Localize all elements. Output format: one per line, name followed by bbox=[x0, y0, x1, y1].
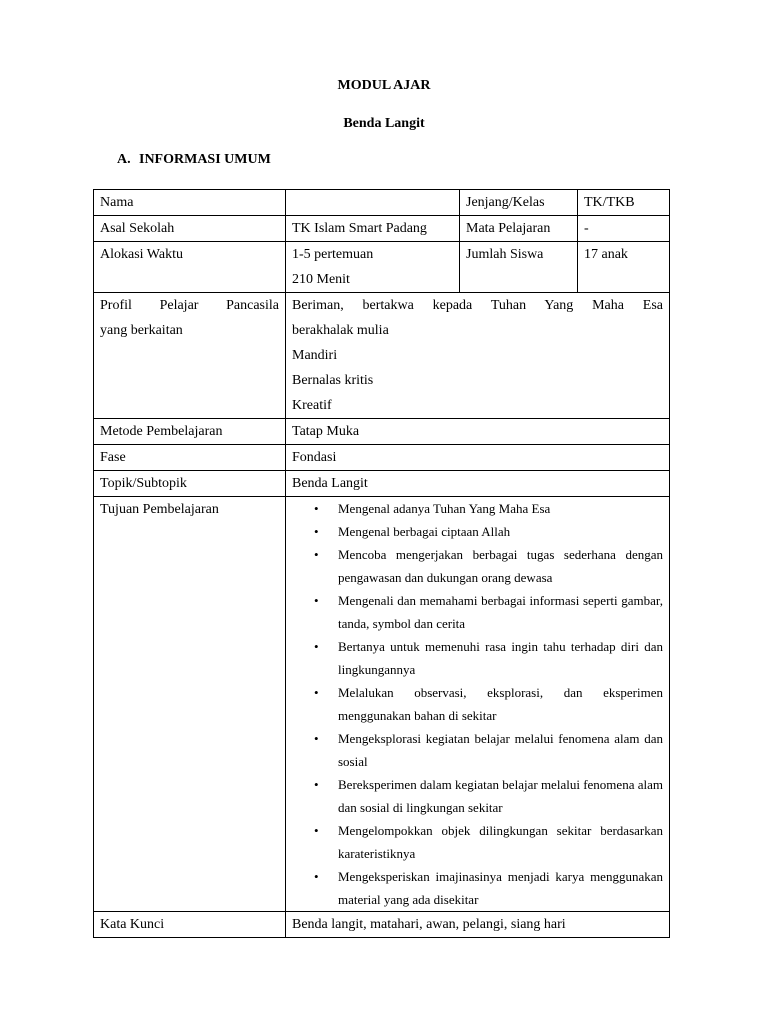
metode-label: Metode Pembelajaran bbox=[94, 419, 286, 445]
siswa-label: Jumlah Siswa bbox=[460, 242, 578, 293]
mapel-label: Mata Pelajaran bbox=[460, 216, 578, 242]
alokasi-value-line: 1-5 pertemuan bbox=[292, 247, 374, 262]
profil-value bbox=[286, 293, 670, 419]
kata-value: Benda langit, matahari, awan, pelangi, siang hari bbox=[286, 912, 670, 938]
fase-value: Fondasi bbox=[286, 445, 670, 471]
fase-label: Fase bbox=[94, 445, 286, 471]
table-row-asal bbox=[94, 216, 670, 242]
topik-value: Benda Langit bbox=[286, 471, 670, 497]
section-label: INFORMASI UMUM bbox=[139, 152, 271, 167]
tujuan-value bbox=[286, 497, 670, 912]
asal-label: Asal Sekolah bbox=[94, 216, 286, 242]
list-item: • Bereksperimen dalam kegiatan belajar melalui fenomena alam dan sosial di lingkungan sekitar bbox=[292, 773, 663, 819]
list-item: • Mencoba mengerjakan berbagai tugas sederhana dengan pengawasan dan dukungan orang dewasa bbox=[292, 543, 663, 589]
profil-value-line: Kreatif bbox=[292, 398, 332, 413]
profil-label-line: Profil Pelajar Pancasila bbox=[100, 298, 279, 313]
table-row-fase bbox=[94, 445, 670, 471]
siswa-value: 17 anak bbox=[578, 242, 670, 293]
table-row-profil bbox=[94, 293, 670, 419]
list-item: • Mengeksplorasi kegiatan belajar melalui fenomena alam dan sosial bbox=[292, 727, 663, 773]
nama-value bbox=[286, 190, 460, 216]
table-row-nama bbox=[94, 190, 670, 216]
list-item: • Mengenali dan memahami berbagai informasi seperti gambar, tanda, symbol dan cerita bbox=[292, 589, 663, 635]
list-item: • Bertanya untuk memenuhi rasa ingin tahu terhadap diri dan lingkungannya bbox=[292, 635, 663, 681]
asal-value: TK Islam Smart Padang bbox=[286, 216, 460, 242]
list-item: • Mengelompokkan objek dilingkungan sekitar berdasarkan karateristiknya bbox=[292, 819, 663, 865]
section-heading bbox=[117, 152, 271, 168]
profil-label-line: yang berkaitan bbox=[100, 323, 183, 338]
table-row-kata bbox=[94, 912, 670, 938]
profil-value-line: berakhalak mulia bbox=[292, 323, 389, 338]
jenjang-label: Jenjang/Kelas bbox=[460, 190, 578, 216]
kata-label: Kata Kunci bbox=[94, 912, 286, 938]
alokasi-value bbox=[286, 242, 460, 293]
list-item: • Mengenal berbagai ciptaan Allah bbox=[292, 520, 663, 543]
profil-label bbox=[94, 293, 286, 419]
alokasi-label: Alokasi Waktu bbox=[94, 242, 286, 293]
mapel-value: - bbox=[578, 216, 670, 242]
document-title: MODUL AJAR bbox=[337, 78, 431, 93]
nama-label: Nama bbox=[94, 190, 286, 216]
metode-value: Tatap Muka bbox=[286, 419, 670, 445]
table-row-tujuan bbox=[94, 497, 670, 912]
table-row-alokasi bbox=[94, 242, 670, 293]
list-item: • Mengeksperiskan imajinasinya menjadi karya menggunakan material yang ada disekitar bbox=[292, 865, 663, 911]
table-row-topik bbox=[94, 471, 670, 497]
topik-label: Topik/Subtopik bbox=[94, 471, 286, 497]
table-row-metode bbox=[94, 419, 670, 445]
list-item: • Mengenal adanya Tuhan Yang Maha Esa bbox=[292, 497, 663, 520]
tujuan-label: Tujuan Pembelajaran bbox=[94, 497, 286, 912]
jenjang-value: TK/TKB bbox=[578, 190, 670, 216]
section-number: A. bbox=[117, 152, 131, 167]
document-subtitle: Benda Langit bbox=[343, 116, 425, 131]
profil-value-line: Beriman, bertakwa kepada Tuhan Yang Maha Esa bbox=[292, 298, 663, 313]
alokasi-value-line: 210 Menit bbox=[292, 272, 350, 287]
tujuan-list bbox=[292, 497, 663, 911]
info-table bbox=[93, 189, 670, 938]
list-item: • Melalukan observasi, eksplorasi, dan eksperimen menggunakan bahan di sekitar bbox=[292, 681, 663, 727]
profil-value-line: Bernalas kritis bbox=[292, 373, 374, 388]
profil-value-line: Mandiri bbox=[292, 348, 338, 363]
